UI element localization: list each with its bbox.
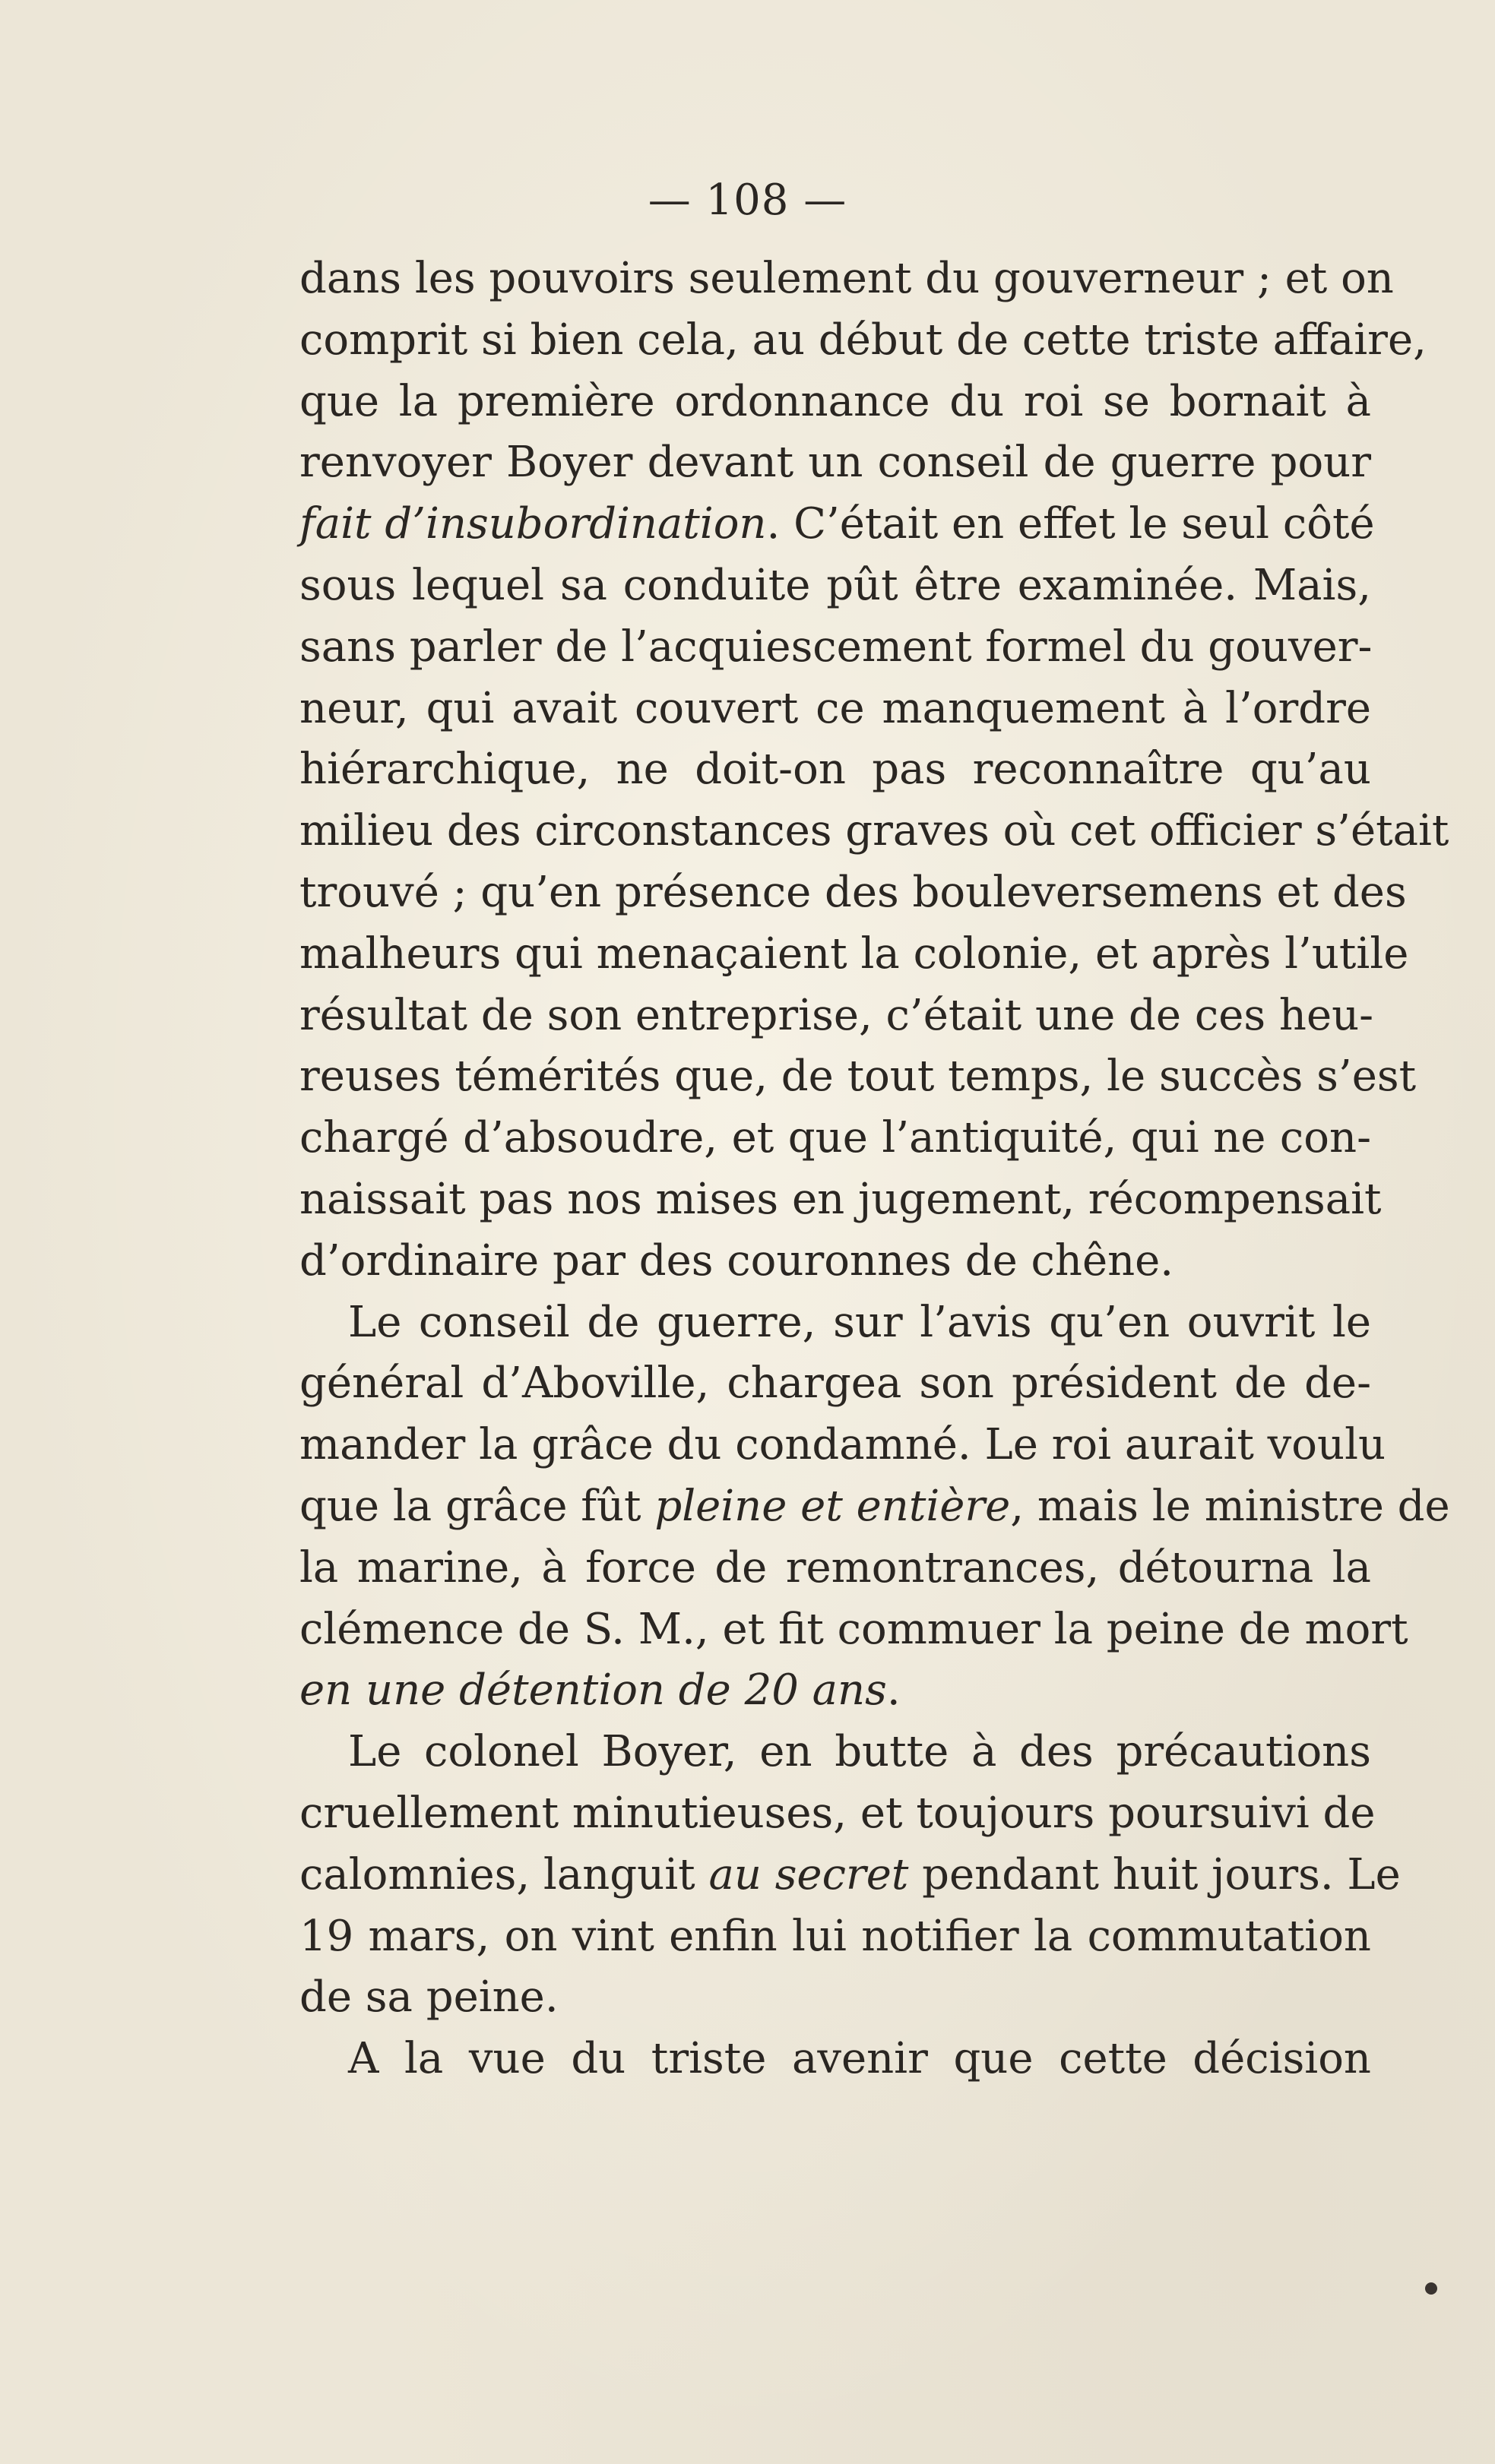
- text-segment: renvoyer Boyer devant un conseil de guerre pour: [299, 438, 1371, 488]
- text-line: [299, 617, 1371, 678]
- text-segment: reuses témérités que, de tout temps, le succès s’est: [299, 1052, 1417, 1102]
- text-line: [299, 555, 1371, 617]
- text-segment: comprit si bien cela, au début de cette triste affaire,: [299, 315, 1427, 365]
- text-segment: la marine, à force de remontrances, détourna la: [299, 1542, 1371, 1593]
- text-line: [299, 1722, 1371, 1783]
- italic-text-segment: en une détention de 20 ans: [299, 1665, 887, 1716]
- page-number: — 108 —: [648, 176, 847, 225]
- text-segment: sous lequel sa conduite pût être examinée. Mais,: [299, 560, 1371, 610]
- text-line: [299, 1292, 1371, 1354]
- text-line: [299, 862, 1407, 924]
- text-segment: milieu des circonstances graves où cet officier s’était: [299, 806, 1449, 856]
- text-line: [299, 310, 1427, 372]
- text-line: [299, 739, 1371, 801]
- italic-text-segment: pleine et entière: [654, 1481, 1011, 1531]
- text-line: [299, 1906, 1371, 1968]
- text-line: [299, 1476, 1450, 1538]
- text-segment: chargé d’absoudre, et que l’antiquité, qui ne con-: [299, 1113, 1371, 1163]
- text-segment: Le conseil de guerre, sur l’avis qu’en ouvrit le: [348, 1297, 1371, 1347]
- text-segment: mander la grâce du condamné. Le roi aurait voulu: [299, 1420, 1386, 1470]
- text-line: [299, 1538, 1371, 1599]
- text-segment: pendant huit jours. Le: [908, 1849, 1401, 1899]
- text-line: [299, 1845, 1401, 1906]
- body-text: [299, 248, 1450, 2090]
- text-segment: . C’était en effet le seul côté: [766, 499, 1375, 549]
- text-segment: A la vue du triste avenir que cette décision: [348, 2034, 1371, 2084]
- text-line: [299, 248, 1394, 310]
- text-segment: d’ordinaire par des couronnes de chêne.: [299, 1235, 1174, 1286]
- text-segment: résultat de son entreprise, c’était une de ces heu-: [299, 990, 1374, 1040]
- text-line: [299, 1108, 1371, 1169]
- text-segment: trouvé ; qu’en présence des bouleversemens et des: [299, 867, 1407, 917]
- text-segment: cruellement minutieuses, et toujours poursuivi de: [299, 1788, 1376, 1838]
- text-segment: dans les pouvoirs seulement du gouverneur ; et on: [299, 254, 1394, 303]
- text-line: [299, 494, 1375, 555]
- text-line: [299, 1660, 1371, 1722]
- text-segment: de sa peine.: [299, 1972, 559, 2023]
- text-segment: malheurs qui menaçaient la colonie, et après l’utile: [299, 928, 1409, 979]
- text-segment: .: [886, 1665, 901, 1716]
- text-line: [299, 678, 1371, 740]
- text-line: [299, 1046, 1417, 1108]
- text-line: [299, 985, 1374, 1047]
- text-segment: sans parler de l’acquiescement formel du gouver-: [299, 622, 1373, 672]
- text-segment: que la première ordonnance du roi se bornait à: [299, 376, 1371, 426]
- text-line: [299, 1353, 1371, 1415]
- text-segment: hiérarchique, ne doit-on pas reconnaître qu’au: [299, 745, 1371, 795]
- text-line: [299, 1169, 1382, 1231]
- ink-spot: [1425, 2282, 1437, 2295]
- text-segment: , mais le ministre de: [1010, 1481, 1450, 1531]
- text-segment: que la grâce fût: [299, 1481, 655, 1531]
- text-line: [299, 924, 1409, 985]
- text-line: [299, 372, 1371, 433]
- text-segment: naissait pas nos mises en jugement, récompensait: [299, 1174, 1382, 1224]
- italic-text-segment: fait d’insubordination: [299, 499, 767, 549]
- text-line: [299, 1599, 1408, 1661]
- text-line: [299, 432, 1371, 494]
- italic-text-segment: au secret: [708, 1849, 909, 1899]
- text-segment: général d’Aboville, chargea son président de de-: [299, 1359, 1371, 1409]
- text-segment: 19 mars, on vint enfin lui notifier la commutation: [299, 1911, 1371, 1961]
- text-line: [299, 1967, 1371, 2029]
- text-line: [299, 2029, 1371, 2090]
- text-segment: calomnies, languit: [299, 1849, 709, 1899]
- text-segment: clémence de S. M., et fit commuer la peine de mort: [299, 1604, 1408, 1654]
- text-segment: neur, qui avait couvert ce manquement à l’ordre: [299, 683, 1371, 733]
- text-line: [299, 1415, 1386, 1476]
- text-line: [299, 1783, 1376, 1845]
- text-line: [299, 1231, 1371, 1292]
- text-segment: Le colonel Boyer, en butte à des précautions: [348, 1727, 1371, 1777]
- text-line: [299, 801, 1449, 862]
